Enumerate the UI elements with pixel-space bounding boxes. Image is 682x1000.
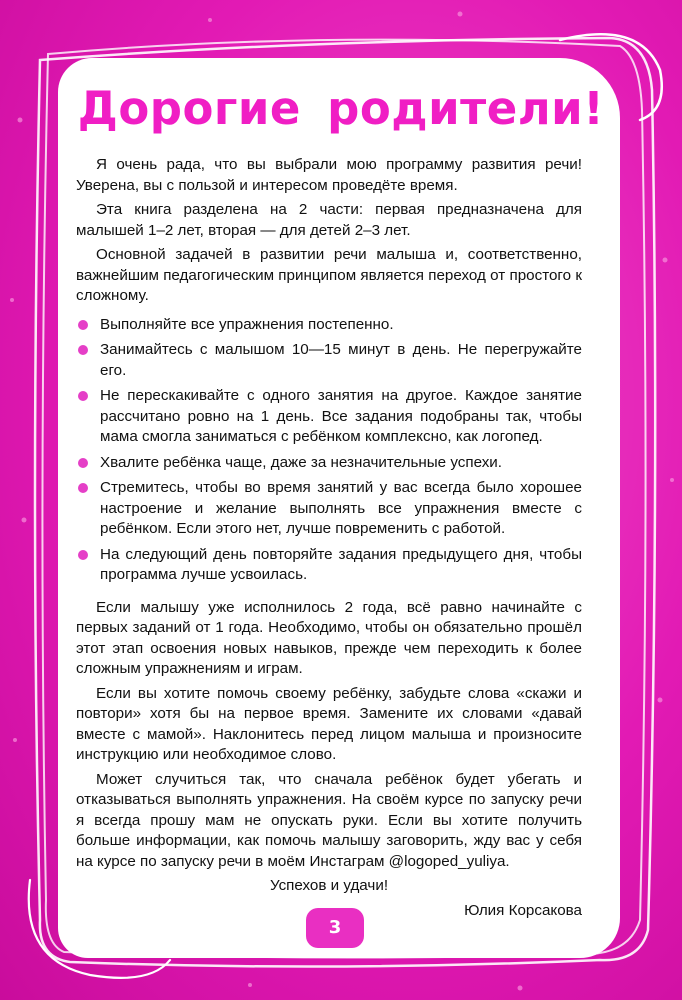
outro-paragraph: Может случиться так, что сначала ребёнок будет убегать и отказываться выполнять упражнения. На своём курсе по запуску речи я всегда прошу мам не опускать руки. Если вы хотите получить больше информации, как помочь малышу заговорить, жду вас у себя на курсе по запуску речи в моём Инстаграм @logoped_yuliya. xyxy=(76,770,582,870)
bullet-dot-icon xyxy=(78,550,88,560)
bullet-dot-icon xyxy=(78,483,88,493)
outro-paragraph: Если вы хотите помочь своему ребёнку, забудьте слова «скажи и повтори» хотя бы на первое время. Замените их словами «давай вместе с мамой». Наклонитесь перед лицом малыша и произносите инструкцию или необходимое слово. xyxy=(76,684,582,763)
page-title: Дорогие родители! xyxy=(77,82,605,135)
intro-paragraph: Я очень рада, что вы выбрали мою программу развития речи! Уверена, вы с пользой и интересом проведёте время. xyxy=(76,156,582,194)
letter-body xyxy=(76,155,582,925)
tip-text: Не перескакивайте с одного занятия на другое. Каждое занятие рассчитано ровно на 1 день. Все задания подобраны так, чтобы мама смогла заниматься с ребёнком комплексно, как логопед. xyxy=(100,387,582,445)
bullet-dot-icon xyxy=(78,345,88,355)
tip-item xyxy=(76,545,582,586)
tip-item xyxy=(76,315,582,336)
intro-paragraph: Эта книга разделена на 2 части: первая предназначена для малышей 1–2 лет, вторая — для детей 2–3 лет. xyxy=(76,201,582,239)
bullet-dot-icon xyxy=(78,458,88,468)
tip-text: На следующий день повторяйте задания предыдущего дня, чтобы программа лучше усвоилась. xyxy=(100,545,582,583)
tip-item xyxy=(76,453,582,474)
tip-text: Хвалите ребёнка чаще, даже за незначительные успехи. xyxy=(100,453,502,471)
tip-text: Занимайтесь с малышом 10—15 минут в день. Не перегружайте его. xyxy=(100,341,582,379)
intro-paragraph: Основной задачей в развитии речи малыша и, соответственно, важнейшим педагогическим принципом является переход от простого к сложному. xyxy=(76,246,582,304)
tip-text: Выполняйте все упражнения постепенно. xyxy=(100,315,394,333)
tips-list xyxy=(76,315,582,586)
bullet-dot-icon xyxy=(78,320,88,330)
tip-item xyxy=(76,386,582,448)
closing-wish: Успехов и удачи! xyxy=(269,877,389,894)
author-signature: Юлия Корсакова xyxy=(464,901,582,919)
tip-text: Стремитесь, чтобы во время занятий у вас всегда было хорошее настроение и желание выполнять все упражнения вместе с ребёнком. Если этого нет, лучше повременить с работой. xyxy=(100,479,582,537)
bullet-dot-icon xyxy=(78,391,88,401)
page-number: 3 xyxy=(306,908,364,948)
outro-paragraph: Если малышу уже исполнилось 2 года, всё равно начинайте с первых заданий от 1 года. Необходимо, чтобы он обязательно прошёл этот этап освоения новых навыков, прежде чем переходить к более сложным упражнениям и играм. xyxy=(76,598,582,677)
tip-item xyxy=(76,478,582,540)
tip-item xyxy=(76,340,582,381)
